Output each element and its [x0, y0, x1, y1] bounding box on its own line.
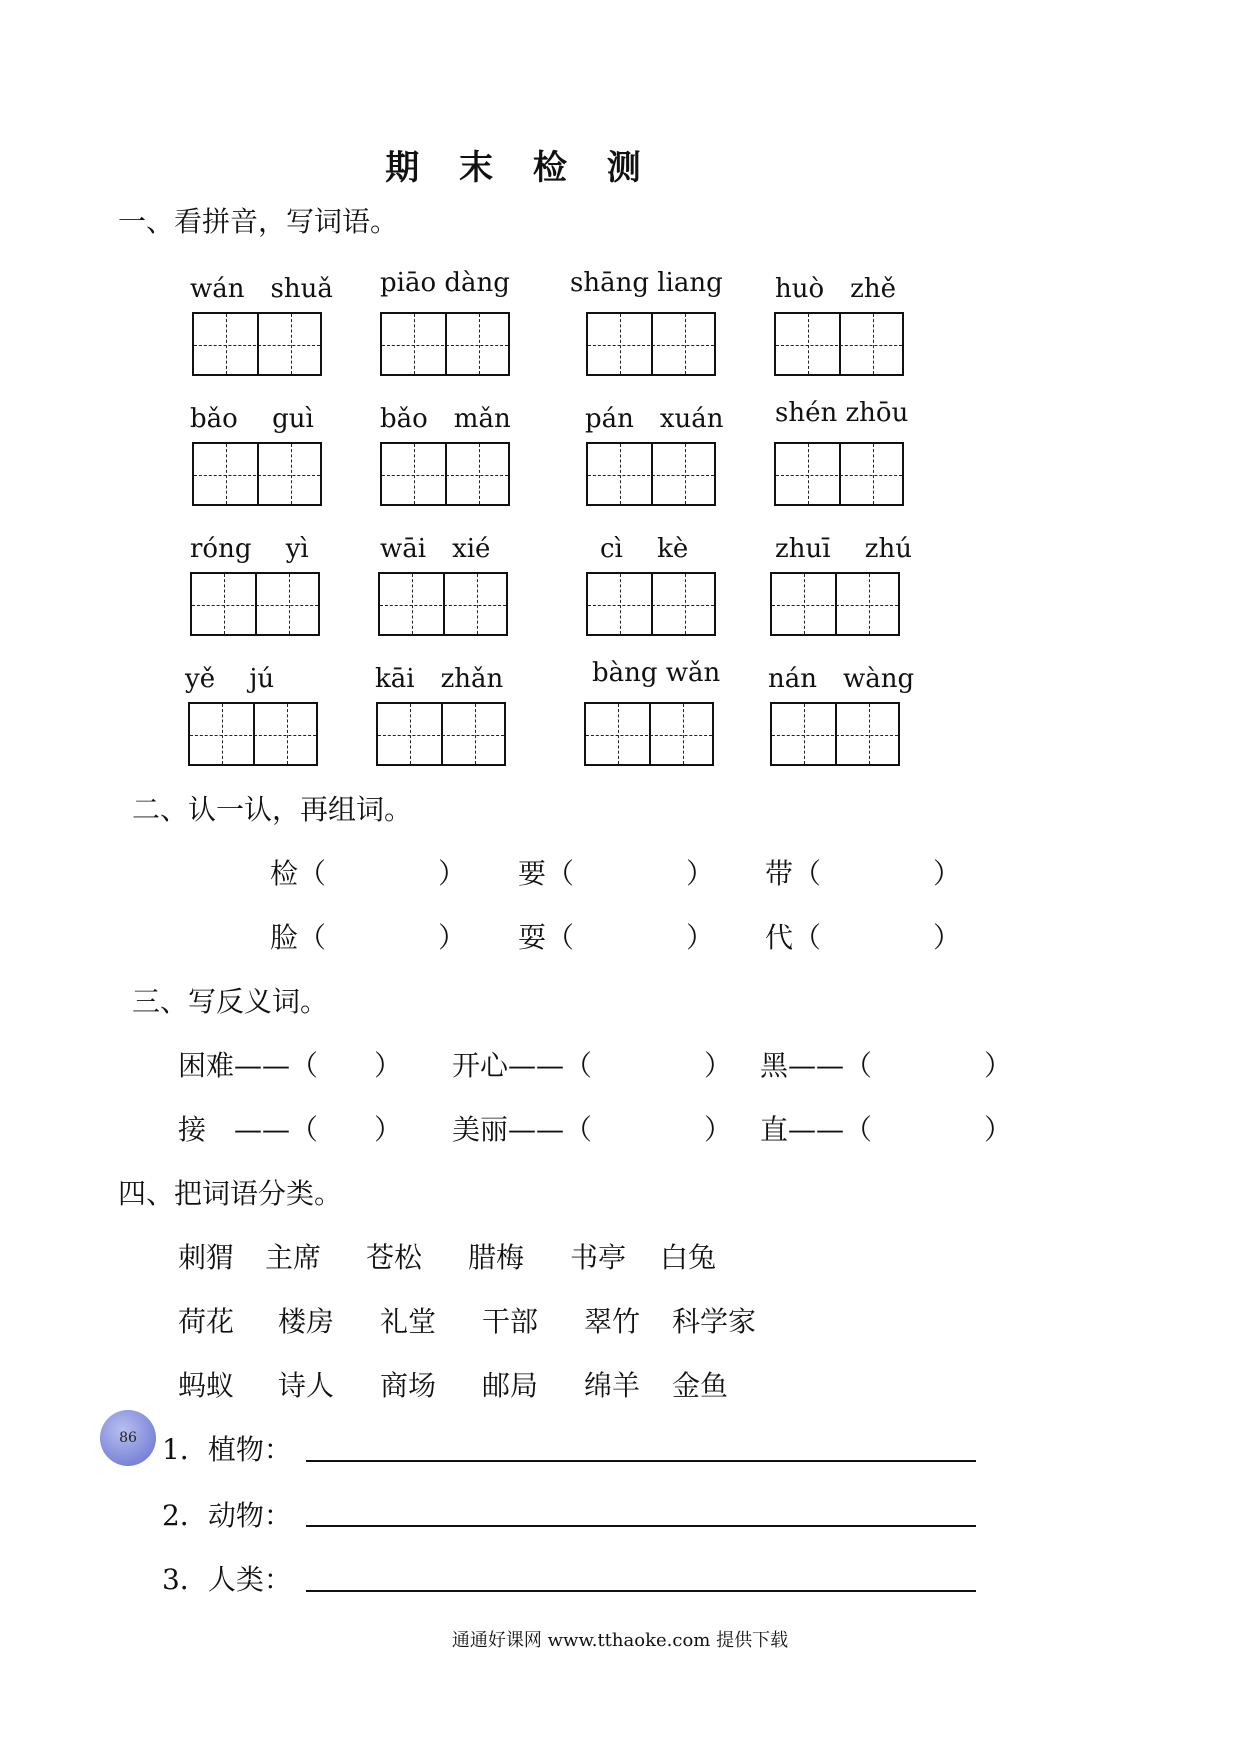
compose-item[interactable]: 检（ ）	[270, 857, 467, 890]
section-heading-2: 二、认一认，再组词。	[132, 793, 413, 826]
writing-grid[interactable]	[378, 572, 508, 636]
pinyin-label: shén zhōu	[775, 398, 909, 428]
answer-line[interactable]	[306, 1525, 976, 1527]
word: 白兔	[660, 1241, 717, 1274]
category-label: 2．动物：	[162, 1499, 292, 1532]
answer-line[interactable]	[306, 1460, 976, 1462]
writing-grid[interactable]	[584, 702, 714, 766]
writing-grid[interactable]	[586, 572, 716, 636]
pinyin-label: wán shuǎ	[190, 274, 333, 304]
word: 礼堂	[380, 1305, 437, 1338]
antonym-item[interactable]: 接 ——（ ）	[178, 1113, 403, 1146]
footer-text: 通通好课网 www.tthaoke.com 提供下载	[451, 1630, 789, 1651]
word: 商场	[380, 1369, 437, 1402]
pinyin-label: bǎo mǎn	[380, 404, 511, 434]
page-number-badge: 86	[100, 1410, 156, 1466]
word: 诗人	[278, 1369, 335, 1402]
compose-item[interactable]: 耍（ ）	[518, 921, 715, 954]
compose-item[interactable]: 脸（ ）	[270, 921, 467, 954]
pinyin-label: pán xuán	[585, 404, 724, 434]
writing-grid[interactable]	[190, 572, 320, 636]
pinyin-label: bàng wǎn	[592, 658, 721, 688]
pinyin-label: piāo dàng	[380, 268, 510, 298]
word: 荷花	[178, 1305, 235, 1338]
writing-grid[interactable]	[380, 312, 510, 376]
writing-grid[interactable]	[188, 702, 318, 766]
writing-grid[interactable]	[770, 572, 900, 636]
writing-grid[interactable]	[376, 702, 506, 766]
section-heading-1: 一、看拼音，写词语。	[118, 205, 399, 238]
pinyin-label: nán wàng	[768, 664, 915, 694]
pinyin-label: huò zhě	[775, 274, 896, 304]
word: 蚂蚁	[178, 1369, 235, 1402]
word: 干部	[482, 1305, 539, 1338]
word: 邮局	[482, 1369, 539, 1402]
word: 腊梅	[468, 1241, 525, 1274]
pinyin-label: róng yì	[190, 534, 309, 564]
writing-grid[interactable]	[774, 442, 904, 506]
writing-grid[interactable]	[770, 702, 900, 766]
section-heading-3: 三、写反义词。	[132, 985, 329, 1018]
pinyin-label: kāi zhǎn	[375, 664, 504, 694]
compose-item[interactable]: 带（ ）	[765, 857, 962, 890]
word: 刺猬	[178, 1241, 235, 1274]
word: 楼房	[278, 1305, 335, 1338]
writing-grid[interactable]	[586, 442, 716, 506]
writing-grid[interactable]	[192, 442, 322, 506]
word: 绵羊	[584, 1369, 641, 1402]
word: 科学家	[672, 1305, 757, 1338]
answer-line[interactable]	[306, 1590, 976, 1592]
word: 主席	[265, 1241, 322, 1274]
category-label: 1．植物：	[162, 1433, 292, 1466]
pinyin-label: shāng liang	[570, 268, 723, 298]
antonym-item[interactable]: 美丽——（ ）	[452, 1113, 733, 1146]
antonym-item[interactable]: 黑——（ ）	[760, 1049, 1013, 1082]
section-heading-4: 四、把词语分类。	[118, 1177, 343, 1210]
writing-grid[interactable]	[586, 312, 716, 376]
antonym-item[interactable]: 开心——（ ）	[452, 1049, 733, 1082]
page-title: 期 末 检 测	[385, 148, 655, 188]
writing-grid[interactable]	[774, 312, 904, 376]
word: 翠竹	[584, 1305, 641, 1338]
pinyin-label: wāi xié	[380, 534, 491, 564]
compose-item[interactable]: 代（ ）	[765, 921, 962, 954]
pinyin-label: cì kè	[600, 534, 689, 564]
pinyin-label: zhuī zhú	[775, 534, 912, 564]
writing-grid[interactable]	[380, 442, 510, 506]
pinyin-label: yě jú	[185, 664, 275, 694]
word: 苍松	[366, 1241, 423, 1274]
writing-grid[interactable]	[192, 312, 322, 376]
category-label: 3．人类：	[162, 1563, 292, 1596]
word: 金鱼	[672, 1369, 729, 1402]
compose-item[interactable]: 要（ ）	[518, 857, 715, 890]
word: 书亭	[570, 1241, 627, 1274]
pinyin-label: bǎo guì	[190, 404, 314, 434]
antonym-item[interactable]: 困难——（ ）	[178, 1049, 403, 1082]
antonym-item[interactable]: 直——（ ）	[760, 1113, 1013, 1146]
